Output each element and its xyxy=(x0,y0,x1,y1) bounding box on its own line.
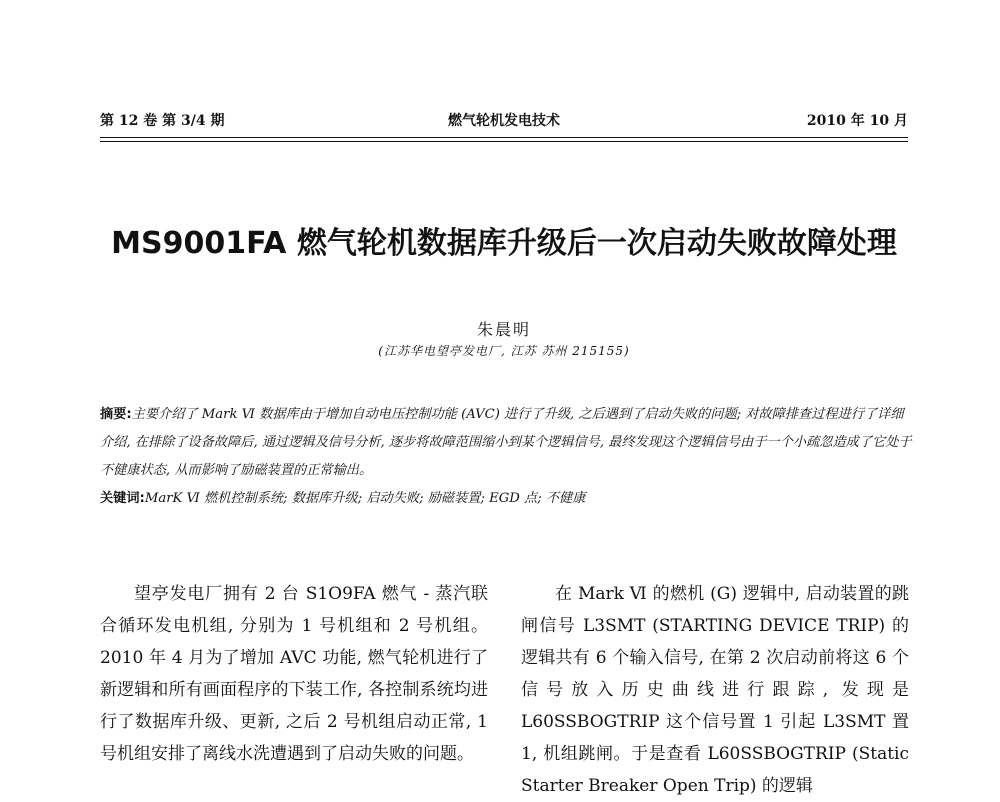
author-affiliation: (江苏华电望亭发电厂, 江苏 苏州 215155) xyxy=(378,344,630,358)
body-paragraph-right: 在 Mark Ⅵ 的燃机 (G) 逻辑中, 启动装置的跳闸信号 L3SMT (STARTING DEVICE TRIP) 的逻辑共有 6 个输入信号, 在第 2 次启动前将这 6 个信号放入历史曲线进行跟踪, 发现是 L60SSBOGTRIP 这个信号置 1 引起 L3SMT 置 1, 机组跳闸。于是查看 L60SSBOGTRIP (Static Starter Breaker Open Trip) 的逻辑 xyxy=(521,584,909,796)
body-paragraph-left: 望亭发电厂拥有 2 台 S1O9FA 燃气 - 蒸汽联合循环发电机组, 分别为 1 号机组和 2 号机组。2010 年 4 月为了增加 AVC 功能, 燃气轮机进行了新逻辑和所有画面程序的下装工作, 各控制系统均进行了数据库升级、更新, 之后 2 号机组启动正常, 1 号机组安排了离线水洗遭遇到了启动失败的问题。 xyxy=(100,584,488,764)
keywords-paragraph xyxy=(100,485,912,513)
header-rule-thick xyxy=(100,137,908,138)
publication-date: 2010 年 10 月 xyxy=(806,113,908,129)
header-rule-thin xyxy=(100,141,908,142)
volume-issue: 第 12 卷 第 3/4 期 xyxy=(100,113,225,129)
article-title: MS9001FA 燃气轮机数据库升级后一次启动失败故障处理 xyxy=(111,226,897,261)
body-column-right xyxy=(521,578,909,802)
abstract-block xyxy=(100,401,912,513)
abstract-label: 摘要: xyxy=(100,407,132,422)
abstract-text: 主要介绍了 Mark Ⅵ 数据库由于增加自动电压控制功能 (AVC) 进行了升级, 之后遇到了启动失败的问题; 对故障排查过程进行了详细介绍, 在排除了设备故障后, 通过逻辑及信号分析, 逐步将故障范围缩小到某个逻辑信号, 最终发现这个逻辑信号由于一个小疏忽造成了它处于不健康状态, 从而影响了励磁装置的正常输出。 xyxy=(100,407,912,478)
abstract-paragraph xyxy=(100,401,912,485)
keywords-text: MarK Ⅵ 燃机控制系统; 数据库升级; 启动失败; 励磁装置; EGD 点; 不健康 xyxy=(144,491,586,506)
keywords-label: 关键词: xyxy=(100,491,145,506)
body-column-left xyxy=(100,578,488,770)
author-name: 朱晨明 xyxy=(476,320,531,339)
running-header xyxy=(100,110,908,134)
journal-name: 燃气轮机发电技术 xyxy=(448,113,560,129)
